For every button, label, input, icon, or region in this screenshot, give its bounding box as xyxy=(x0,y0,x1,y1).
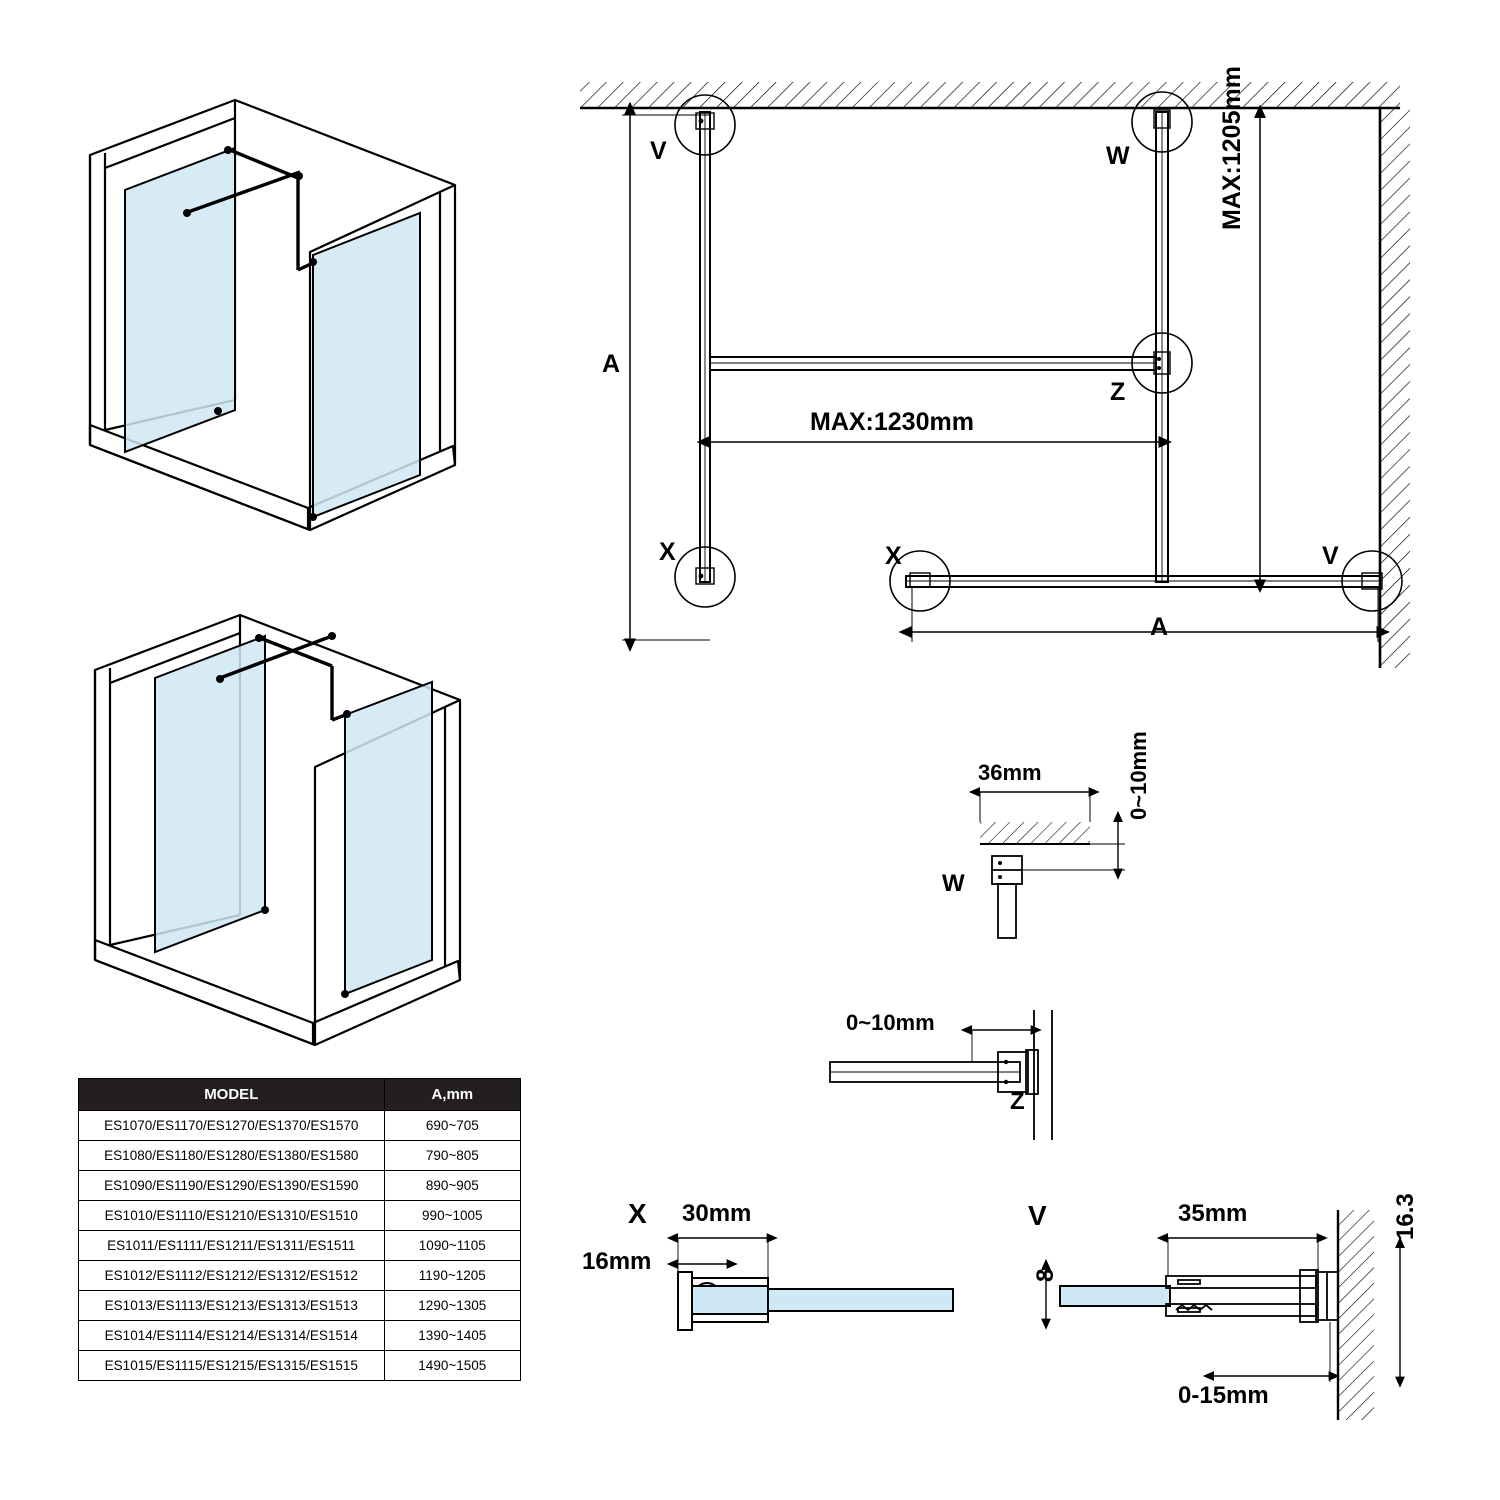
isometric-view-top xyxy=(60,80,480,550)
detail-x-diagram xyxy=(582,1190,960,1370)
detail-w-label: W xyxy=(942,870,965,897)
isometric-view-bottom xyxy=(60,590,520,1060)
table-cell-model: ES1013/ES1113/ES1213/ES1313/ES1513 xyxy=(79,1291,385,1321)
plan-dim-a-horizontal: A xyxy=(1150,613,1169,641)
table-cell-model: ES1014/ES1114/ES1214/ES1314/ES1514 xyxy=(79,1321,385,1351)
table-row xyxy=(79,1291,521,1321)
detail-z-dim-gap: 0~10mm xyxy=(846,1010,935,1035)
plan-dim-max-width: MAX:1230mm xyxy=(810,408,974,436)
detail-z-diagram xyxy=(820,1010,1150,1140)
table-row xyxy=(79,1171,521,1201)
plan-label-z: Z xyxy=(1110,378,1126,406)
table-cell-model: ES1011/ES1111/ES1211/ES1311/ES1511 xyxy=(79,1231,385,1261)
table-header-model: MODEL xyxy=(79,1079,385,1111)
table-cell-model: ES1070/ES1170/ES1270/ES1370/ES1570 xyxy=(79,1111,385,1141)
table-cell-a: 1090~1105 xyxy=(384,1231,520,1261)
detail-w-dim-gap: 0~10mm xyxy=(1126,731,1151,820)
detail-v-dim-height: 16.3 xyxy=(1392,1193,1419,1240)
table-cell-model: ES1090/ES1190/ES1290/ES1390/ES1590 xyxy=(79,1171,385,1201)
table-row xyxy=(79,1261,521,1291)
table-row xyxy=(79,1201,521,1231)
table-row xyxy=(79,1231,521,1261)
plan-view-diagram xyxy=(560,60,1460,700)
table-cell-model: ES1010/ES1110/ES1210/ES1310/ES1510 xyxy=(79,1201,385,1231)
table-cell-a: 1190~1205 xyxy=(384,1261,520,1291)
detail-x-label: X xyxy=(628,1198,647,1229)
plan-label-x-left: X xyxy=(659,538,676,566)
table-row xyxy=(79,1351,521,1381)
table-header-a: A,mm xyxy=(384,1079,520,1111)
glass-panel-left xyxy=(155,636,265,952)
glass-panel-left xyxy=(125,148,235,452)
table-cell-a: 1490~1505 xyxy=(384,1351,520,1381)
table-cell-a: 1390~1405 xyxy=(384,1321,520,1351)
plan-label-w: W xyxy=(1106,142,1130,170)
plan-dim-max-height: MAX:1205mm xyxy=(1218,66,1246,230)
table-cell-a: 890~905 xyxy=(384,1171,520,1201)
table-row xyxy=(79,1321,521,1351)
table-cell-a: 990~1005 xyxy=(384,1201,520,1231)
table-cell-a: 1290~1305 xyxy=(384,1291,520,1321)
table-cell-model: ES1015/ES1115/ES1215/ES1315/ES1515 xyxy=(79,1351,385,1381)
detail-v-label: V xyxy=(1028,1200,1047,1231)
plan-label-x-bottom: X xyxy=(885,542,902,570)
detail-v-dim-profile: 35mm xyxy=(1178,1200,1248,1227)
detail-v-diagram xyxy=(1000,1190,1450,1440)
detail-v-dim-adjust: 0-15mm xyxy=(1178,1382,1269,1409)
table-cell-a: 790~805 xyxy=(384,1141,520,1171)
detail-x-dim-depth: 30mm xyxy=(682,1200,752,1227)
plan-dim-a-vertical: A xyxy=(602,350,621,378)
detail-v-dim-thickness: 8 xyxy=(1032,1268,1059,1282)
plan-label-v-top: V xyxy=(650,137,667,165)
detail-z-label: Z xyxy=(1010,1088,1025,1115)
glass-panel-right xyxy=(313,213,420,517)
detail-w-diagram xyxy=(930,731,1210,940)
detail-w-dim-width: 36mm xyxy=(978,760,1042,785)
plan-label-v-right: V xyxy=(1322,542,1339,570)
table-cell-model: ES1080/ES1180/ES1280/ES1380/ES1580 xyxy=(79,1141,385,1171)
model-dimension-table xyxy=(78,1078,521,1381)
table-row xyxy=(79,1111,521,1141)
glass-panel-right xyxy=(345,682,432,994)
detail-x-dim-height: 16mm xyxy=(582,1248,652,1275)
table-cell-model: ES1012/ES1112/ES1212/ES1312/ES1512 xyxy=(79,1261,385,1291)
table-cell-a: 690~705 xyxy=(384,1111,520,1141)
table-header-row xyxy=(79,1079,521,1111)
table-row xyxy=(79,1141,521,1171)
